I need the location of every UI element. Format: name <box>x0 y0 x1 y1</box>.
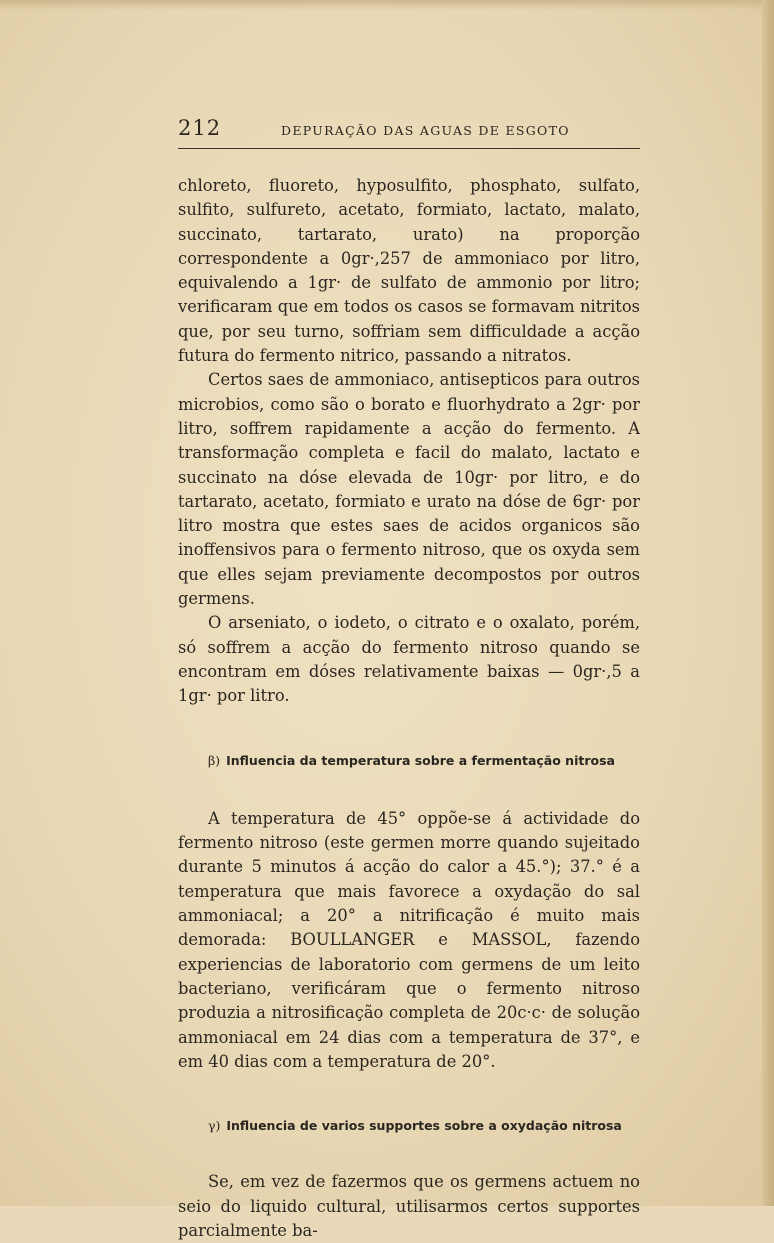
running-title: DEPURAÇÃO DAS AGUAS DE ESGOTO <box>281 123 570 138</box>
paragraph-ammonia-salts: Certos saes de ammoniaco, antisepticos para outros microbios, como são o borato e fluorhydrato a 2gr· por litro, soffrem rapidamente a acção do fermento. A transformação completa e facil do malato, lactato e succinato na dóse elevada de 10gr· por litro, e do tartarato, acetato, formiato e urato na dóse de 6gr· por litro mostra que estes saes de acidos organicos são inoffensivos para o fermento nitroso, que os oxyda sem que elles sejam previamente decompostos por outros germens. <box>178 370 640 609</box>
page-right-edge <box>762 0 774 1206</box>
page-number: 212 <box>178 116 222 140</box>
section-heading-supports <box>178 1114 640 1138</box>
paragraph-arseniate: O arseniato, o iodeto, o citrato e o oxalato, porém, só soffrem a acção do fermento nitroso quando se encontram em dóses relativamente baixas — 0gr·,5 a 1gr· por litro. <box>178 613 640 706</box>
page-body <box>178 174 640 1243</box>
section-marker-gamma: γ) <box>208 1118 221 1134</box>
section-marker-beta: β) <box>208 752 221 768</box>
page-top-edge <box>0 0 774 10</box>
paragraph-supports: Se, em vez de fazermos que os germens actuem no seio do liquido cultural, utilisarmos certos supportes parcialmente ba- <box>178 1172 640 1240</box>
paragraph-continuation: chloreto, fluoreto, hyposulfito, phosphato, sulfato, sulfito, sulfureto, acetato, formiato, lactato, malato, succinato, tartarato, urato) na proporção correspondente a 0gr·,257 de ammoniaco por litro, equivalendo a 1gr· de sulfato de ammonio por litro; verificaram que em todos os casos se formavam nitritos que, por seu turno, soffriam sem difficuldade a acção futura do fermento nitrico, passando a nitratos. <box>178 176 640 366</box>
paragraph-temperature: A temperatura de 45° oppõe-se á actividade do fermento nitroso (este germen morre quando sujeitado durante 5 minutos á acção do calor a 45.°); 37.° é a temperatura que mais favorece a oxydação do sal ammoniacal; a 20° a nitrificação é muito mais demorada: BOULLANGER e MASSOL, fazendo experiencias de laboratorio com germens de um leito bacteriano, verificáram que o fermento nitroso produzia a nitrosificação completa de 20c·c· de solução ammoniacal em 24 dias com a temperatura de 37°, e em 40 dias com a temperatura de 20°. <box>178 808 640 1071</box>
section-heading-supports-text: Influencia de varios supportes sobre a oxydação nitrosa <box>226 1118 622 1134</box>
section-heading-temperature-text: Influencia da temperatura sobre a fermentação nitrosa <box>226 752 615 768</box>
page-header <box>178 116 640 149</box>
section-heading-temperature <box>178 749 640 773</box>
